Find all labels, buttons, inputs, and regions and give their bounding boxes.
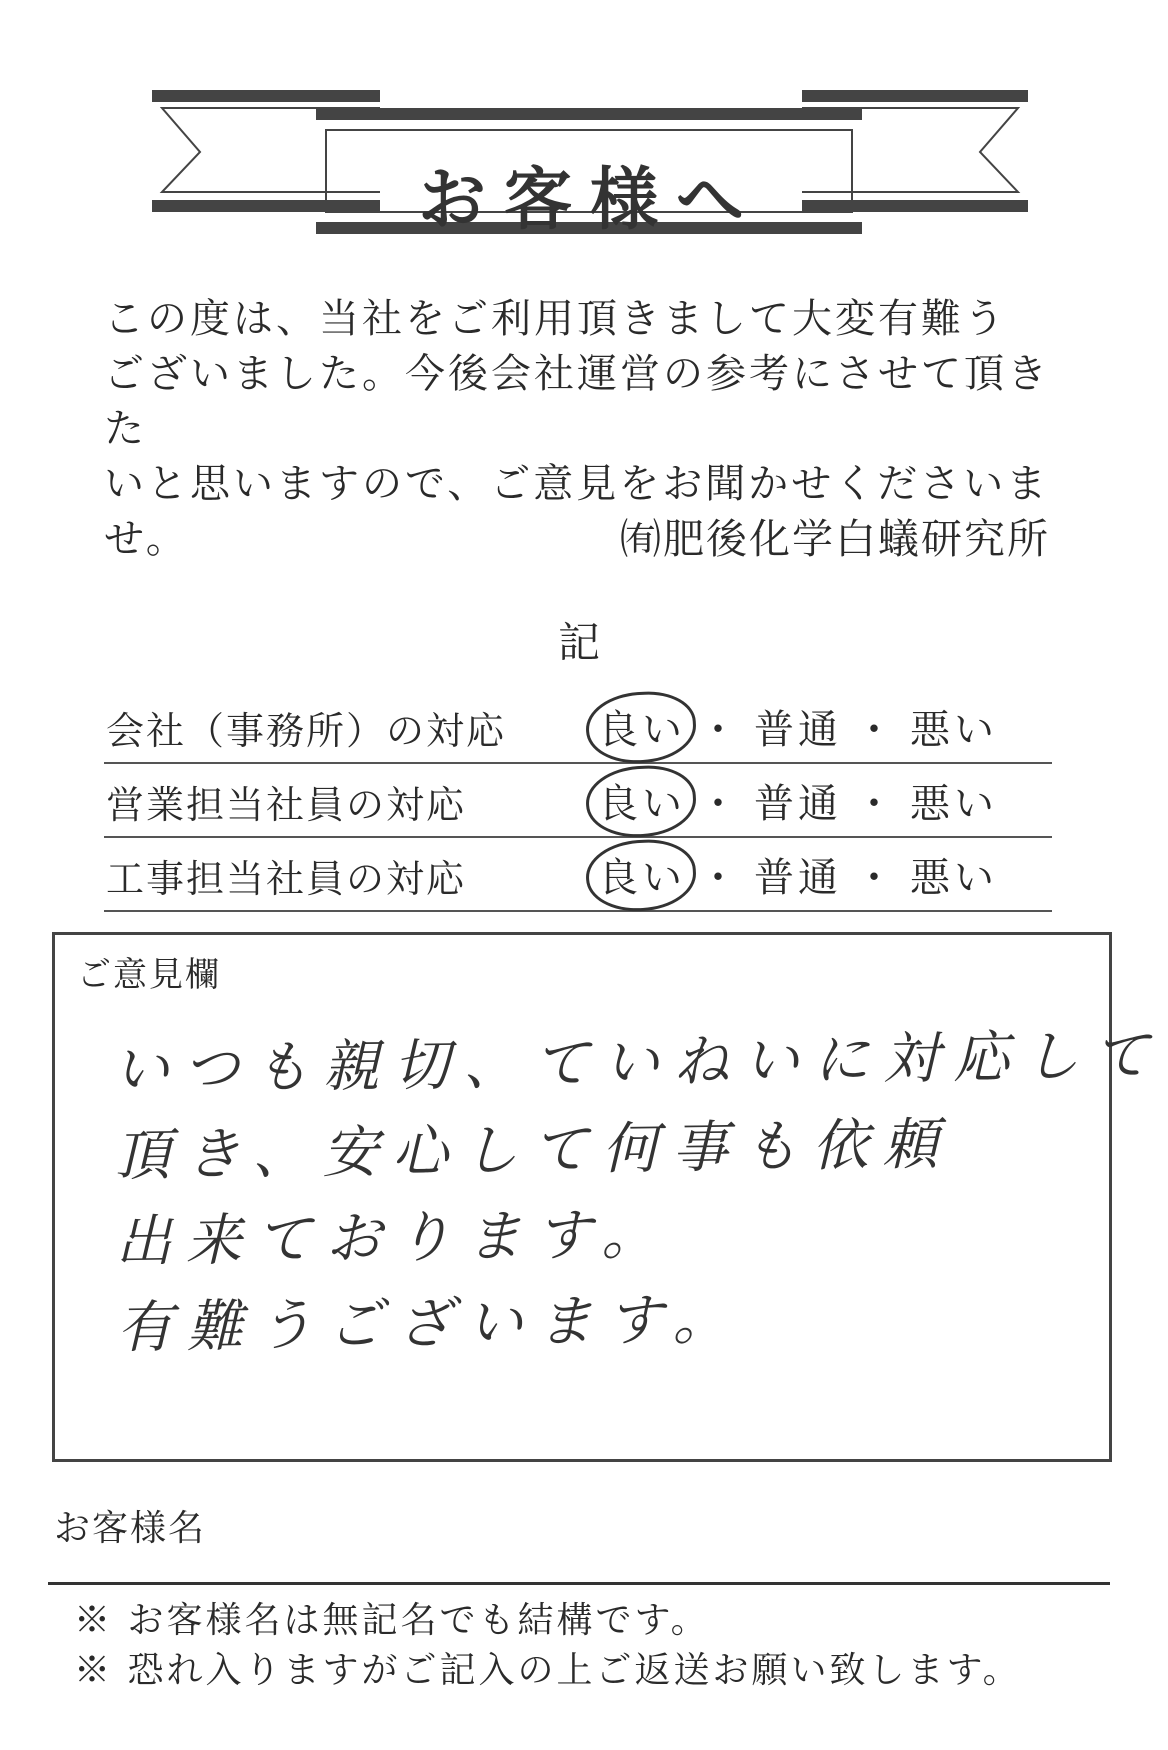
- rating-row: [104, 838, 1052, 912]
- rating-option-normal[interactable]: 普通: [754, 781, 842, 827]
- rating-option-bad[interactable]: 悪い: [910, 781, 998, 827]
- rating-option-normal[interactable]: 普通: [754, 855, 842, 901]
- rating-options: [592, 772, 1004, 829]
- opinion-label: ご意見欄: [77, 955, 221, 995]
- intro-line: いと思いますので、ご意見をお聞かせくださいませ。: [104, 461, 1050, 562]
- rating-row: [104, 764, 1052, 838]
- separator: ・: [698, 781, 742, 827]
- intro-line: この度は、当社をご利用頂きまして大変有難う: [104, 296, 1007, 342]
- section-heading: 記: [558, 618, 601, 667]
- rating-table: [104, 690, 1052, 912]
- separator: ・: [698, 707, 742, 753]
- opinion-box[interactable]: [52, 932, 1164, 1462]
- rating-option-normal[interactable]: 普通: [754, 707, 842, 753]
- footnotes: [74, 1596, 1022, 1696]
- rating-label: 会社（事務所）の対応: [106, 709, 507, 753]
- rating-option-good[interactable]: 良い: [592, 698, 692, 755]
- rating-option-bad[interactable]: 悪い: [910, 707, 998, 753]
- banner-title: お客様へ: [417, 161, 762, 240]
- separator: ・: [854, 855, 898, 901]
- rating-option-good[interactable]: 良い: [592, 772, 692, 829]
- rating-option-good[interactable]: 良い: [592, 846, 692, 903]
- handwritten-comment: [112, 1014, 1164, 1372]
- separator: ・: [854, 781, 898, 827]
- rating-row: [104, 690, 1052, 764]
- title-banner: [150, 86, 1030, 266]
- customer-name-label: お客様名: [54, 1508, 207, 1549]
- separator: ・: [698, 855, 742, 901]
- company-name: ㈲肥後化学白蟻研究所: [620, 515, 1050, 563]
- separator: ・: [854, 707, 898, 753]
- rating-label: 営業担当社員の対応: [106, 783, 467, 827]
- handwritten-line: 頂き、安心して何事も依頼: [113, 1112, 953, 1189]
- handwritten-line: 出来ております。: [115, 1202, 672, 1275]
- rating-option-bad[interactable]: 悪い: [910, 855, 998, 901]
- intro-line: ございました。今後会社運営の参考にさせて頂きた: [104, 351, 1050, 452]
- rating-options: [592, 846, 1004, 903]
- footnote: ※ 恐れ入りますがご記入の上ご返送お願い致します。: [74, 1650, 1022, 1691]
- rating-label: 工事担当社員の対応: [106, 857, 467, 901]
- customer-name-field[interactable]: [48, 1582, 1110, 1585]
- rating-options: [592, 698, 1004, 755]
- handwritten-line: いつも親切、ていねいに対応して: [112, 1023, 1164, 1103]
- handwritten-line: 有難うございます。: [116, 1287, 743, 1361]
- footnote: ※ お客様名は無記名でも結構です。: [74, 1600, 710, 1641]
